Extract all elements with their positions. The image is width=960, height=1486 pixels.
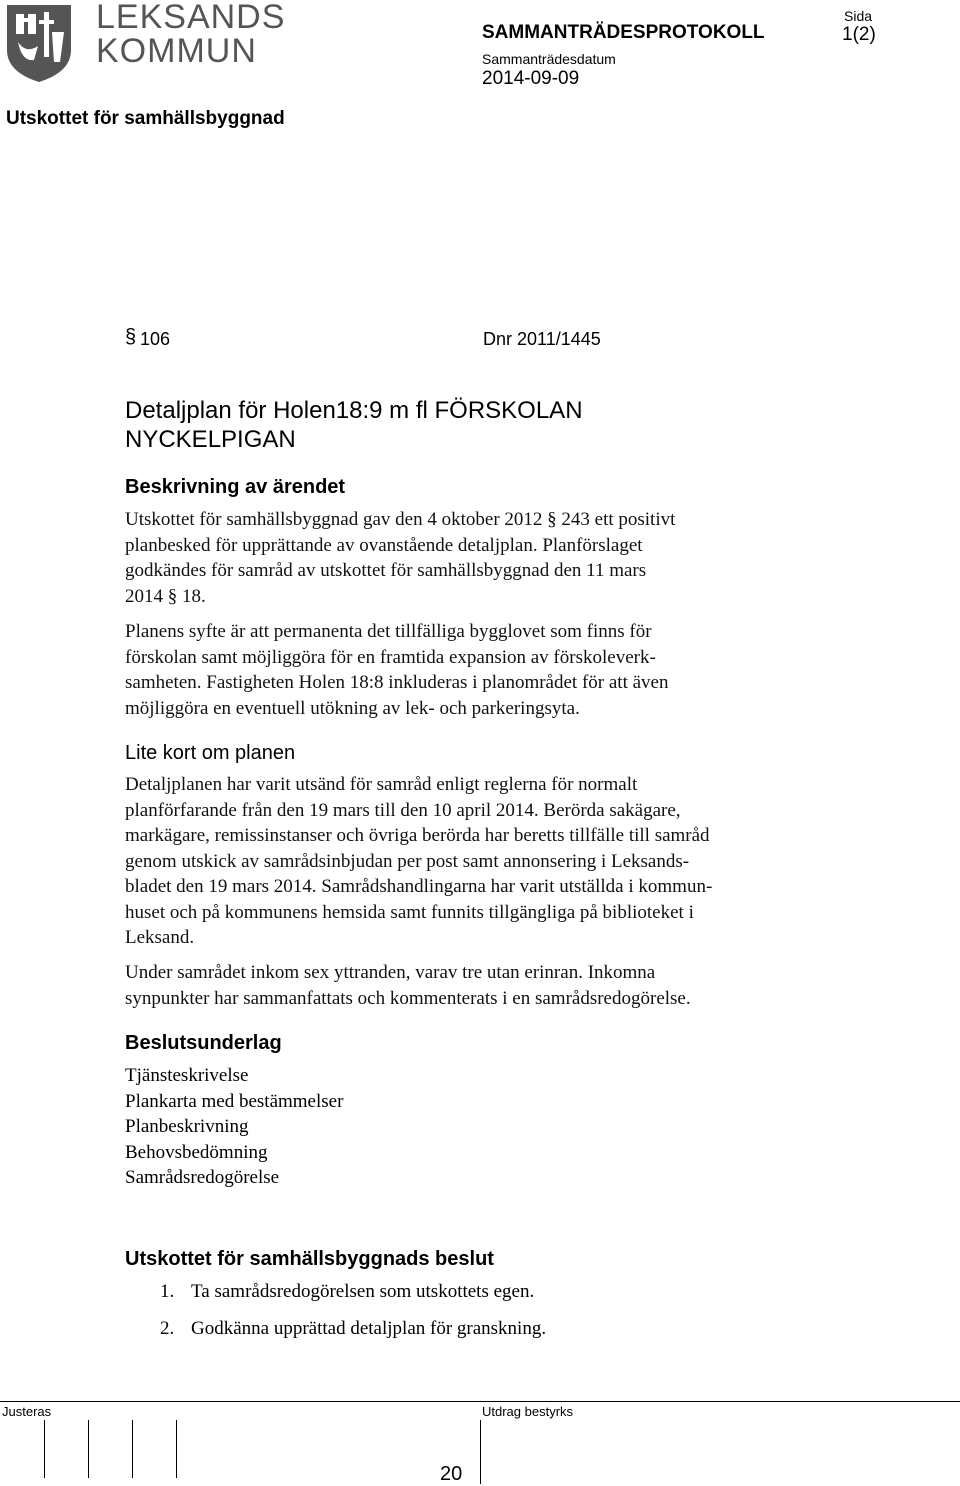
- text-line: godkändes för samråd av utskottet för samhällsbyggnad den 11 mars: [125, 560, 647, 581]
- page-number: 1(2): [842, 24, 876, 45]
- list-item: Behovsbedömning: [125, 1141, 268, 1163]
- consultation-result-text: [125, 960, 815, 1011]
- paragraph-sign: §: [125, 326, 137, 348]
- section-heading-decision-basis: Beslutsunderlag: [125, 1032, 282, 1054]
- text-line: planbesked för upprättande av ovanstående detaljplan. Planförslaget: [125, 534, 643, 556]
- text-line: 2014 § 18.: [125, 585, 206, 607]
- decision-basis-list: [125, 1063, 343, 1191]
- list-item: Tjänsteskrivelse: [125, 1065, 249, 1086]
- item-title: [125, 396, 825, 454]
- text-line: Under samrådet inkom sex yttranden, varav tre utan erinran. Inkomna: [125, 962, 656, 983]
- text-line: förskolan samt möjliggöra för en framtida expansion av förskoleverk-: [125, 646, 656, 668]
- section-heading-plan-summary: Lite kort om planen: [125, 742, 296, 764]
- municipality-crest-logo: [4, 2, 74, 84]
- signature-box-divider: [44, 1420, 45, 1478]
- footer-extract-certified-label: Utdrag bestyrks: [482, 1404, 574, 1419]
- text-line: synpunkter har sammanfattats och kommenterats i en samrådsredogörelse.: [125, 987, 691, 1009]
- signature-box-divider: [132, 1420, 133, 1478]
- page-label: Sida: [844, 8, 873, 24]
- text-line: Detaljplanen har varit utsänd för samråd enligt reglerna för normalt: [125, 774, 638, 795]
- footer-divider: [0, 1401, 960, 1402]
- signature-box-divider: [88, 1420, 89, 1478]
- section-heading-description: Beskrivning av ärendet: [125, 476, 346, 498]
- text-line: huset och på kommunens hemsida samt funnits tillgängliga på biblioteket i: [125, 901, 694, 923]
- decision-number: 2.: [160, 1318, 175, 1339]
- committee-name: Utskottet för samhällsbyggnad: [6, 108, 285, 129]
- item-title-line-2: NYCKELPIGAN: [125, 426, 296, 453]
- logo-line-1: LEKSANDS: [96, 0, 286, 36]
- item-number: 106: [140, 329, 171, 349]
- list-item: Planbeskrivning: [125, 1116, 249, 1137]
- logo-line-2: KOMMUN: [96, 32, 257, 70]
- footer-column-divider: [480, 1420, 481, 1484]
- text-line: Utskottet för samhällsbyggnad gav den 4 oktober 2012 § 243 ett positivt: [125, 509, 676, 530]
- text-line: Leksand.: [125, 927, 195, 948]
- registration-number: Dnr 2011/1445: [483, 329, 601, 349]
- section-heading-decision: Utskottet för samhällsbyggnads beslut: [125, 1248, 494, 1270]
- signature-box-divider: [176, 1420, 177, 1478]
- text-line: markägare, remissinstanser och övriga berörda har beretts tillfälle till samråd: [125, 825, 710, 846]
- decision-number: 1.: [160, 1281, 175, 1302]
- meeting-date-label: Sammanträdesdatum: [482, 51, 616, 67]
- meeting-date-value: 2014-09-09: [482, 68, 580, 89]
- plan-summary-text: [125, 772, 815, 951]
- item-title-line-1: Detaljplan för Holen18:9 m fl FÖRSKOLAN: [125, 397, 583, 424]
- text-line: planförfarande från den 19 mars till den 10 april 2014. Berörda sakägare,: [125, 799, 681, 821]
- footer-verified-label: Justeras: [2, 1404, 52, 1419]
- decision-text: Godkänna upprättad detaljplan för granskning.: [191, 1318, 547, 1339]
- text-line: genom utskick av samrådsinbjudan per post samt annonsering i Leksands-: [125, 850, 690, 872]
- decision-item: [160, 1281, 534, 1303]
- text-line: samheten. Fastigheten Holen 18:8 inkluderas i planområdet för att även: [125, 672, 669, 693]
- description-text: [125, 507, 765, 721]
- text-line: Planens syfte är att permanenta det tillfälliga bygglovet som finns för: [125, 621, 652, 642]
- decision-text: Ta samrådsredogörelsen som utskottets egen.: [191, 1281, 535, 1302]
- decision-item: [160, 1318, 546, 1340]
- text-line: möjliggöra en eventuell utökning av lek- och parkeringsyta.: [125, 697, 580, 719]
- list-item: Samrådsredogörelse: [125, 1167, 280, 1188]
- text-line: bladet den 19 mars 2014. Samrådshandlingarna har varit utställda i kommun-: [125, 876, 713, 897]
- footer-page-number: 20: [440, 1463, 463, 1485]
- document-type: SAMMANTRÄDESPROTOKOLL: [482, 22, 765, 43]
- logo-wordmark: [96, 0, 285, 68]
- list-item: Plankarta med bestämmelser: [125, 1090, 344, 1112]
